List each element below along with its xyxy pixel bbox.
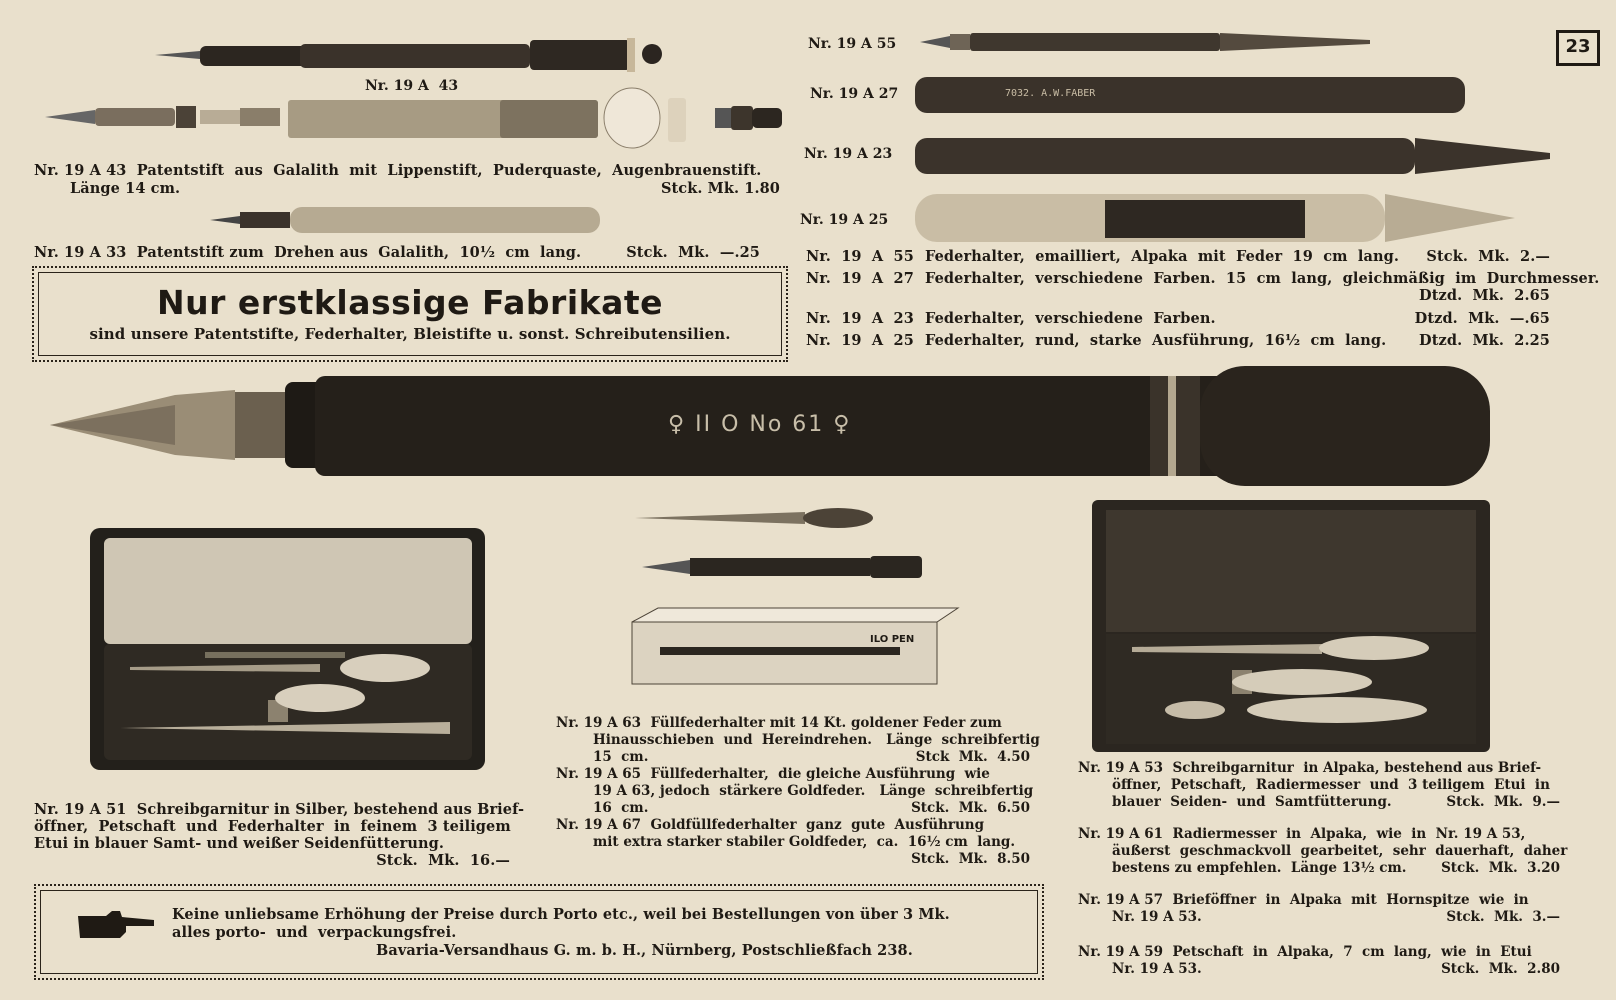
row-19a23-no: Nr. 19 A 23 — [806, 310, 914, 327]
row-19a27-no: Nr. 19 A 27 — [806, 270, 914, 287]
center-pens-and-box — [620, 500, 960, 700]
price-19a51: Stck. Mk. 16.— — [376, 852, 510, 869]
row-19a23-desc: Federhalter, verschiedene Farben. — [925, 310, 1216, 327]
silver-writing-set-case — [90, 522, 490, 772]
desc-19a61-line1: Nr. 19 A 61 Radiermesser in Alpaka, wie in Nr. 19 A 53, — [1078, 826, 1526, 842]
row-19a25-no: Nr. 19 A 25 — [806, 332, 914, 349]
desc-19a53-line2: öffner, Petschaft, Radiermesser und 3 teiligem Etui in — [1112, 777, 1550, 793]
desc-19a67-line1: Nr. 19 A 67 Goldfüllfederhalter ganz gute Ausführung — [556, 817, 985, 833]
desc-19a59-line1: Nr. 19 A 59 Petschaft in Alpaka, 7 cm lang, wie in Etui — [1078, 944, 1532, 960]
notice-box — [34, 884, 1044, 980]
desc-19a43-line2: Länge 14 cm. — [70, 180, 181, 197]
price-19a33: Stck. Mk. —.25 — [626, 244, 760, 261]
desc-19a65-line2: 19 A 63, jedoch stärkere Goldfeder. Länge schreibfertig — [593, 783, 1034, 799]
price-19a61: Stck. Mk. 3.20 — [1441, 860, 1560, 876]
label-19a27: Nr. 19 A 27 — [810, 86, 899, 102]
price-19a63: Stck Mk. 4.50 — [915, 749, 1030, 765]
banner-subline: sind unsere Patentstifte, Federhalter, Bleistifte u. sonst. Schreibutensilien. — [89, 325, 731, 343]
pointing-hand-icon — [76, 908, 156, 942]
price-19a53: Stck. Mk. 9.— — [1446, 794, 1560, 810]
notice-line3: Bavaria-Versandhaus G. m. b. H., Nürnberg, Postschließfach 238. — [376, 942, 913, 959]
banner-headline: Nur erstklassige Fabrikate — [156, 283, 664, 322]
desc-19a53-line3: blauer Seiden- und Samtfütterung. — [1112, 794, 1392, 810]
row-19a27-desc: Federhalter, verschiedene Farben. 15 cm lang, gleichmäßig im Durchmesser. — [925, 270, 1600, 287]
row-19a27-price: Dtzd. Mk. 2.65 — [1419, 287, 1550, 304]
label-19a25: Nr. 19 A 25 — [800, 212, 889, 228]
row-19a55-price: Stck. Mk. 2.— — [1426, 248, 1550, 265]
pen-engraving: ♀ II O No 61 ♀ — [668, 412, 852, 437]
row-19a55-desc: Federhalter, emailliert, Alpaka mit Feder 19 cm lang. — [925, 248, 1400, 265]
desc-19a51-line1: Nr. 19 A 51 Schreibgarnitur in Silber, bestehend aus Brief- — [34, 801, 525, 818]
desc-19a61-line2: äußerst geschmackvoll gearbeitet, sehr dauerhaft, daher — [1112, 843, 1568, 859]
desc-19a57-line1: Nr. 19 A 57 Brieföffner in Alpaka mit Hornspitze wie in — [1078, 892, 1529, 908]
alpaka-writing-set-case — [1092, 492, 1492, 757]
notice-line2: alles porto- und verpackungsfrei. — [172, 924, 457, 941]
page-number: 23 — [1556, 30, 1600, 66]
pencils-illustration — [0, 0, 800, 240]
pen-imprint: 7032. A.W.FABER — [1005, 88, 1096, 99]
label-19a23: Nr. 19 A 23 — [804, 146, 893, 162]
label-19a55: Nr. 19 A 55 — [808, 36, 897, 52]
desc-19a33: Nr. 19 A 33 Patentstift zum Drehen aus Galalith, 10½ cm lang. — [34, 244, 582, 261]
quality-banner — [32, 266, 788, 362]
desc-19a61-line3: bestens zu empfehlen. Länge 13½ cm. — [1112, 860, 1407, 876]
desc-19a65-line1: Nr. 19 A 65 Füllfederhalter, die gleiche Ausführung wie — [556, 766, 990, 782]
desc-19a59-line2: Nr. 19 A 53. — [1112, 961, 1202, 977]
desc-19a53-line1: Nr. 19 A 53 Schreibgarnitur in Alpaka, bestehend aus Brief- — [1078, 760, 1542, 776]
desc-19a43-line1: Nr. 19 A 43 Patentstift aus Galalith mit Lippenstift, Puderquaste, Augenbrauenstift. — [34, 162, 762, 179]
desc-19a67-line2: mit extra starker stabiler Goldfeder, ca. 16½ cm lang. — [593, 834, 1016, 850]
price-19a57: Stck. Mk. 3.— — [1446, 909, 1560, 925]
desc-19a63-line1: Nr. 19 A 63 Füllfederhalter mit 14 Kt. goldener Feder zum — [556, 715, 1002, 731]
box-brand: ILO PEN — [870, 634, 915, 645]
price-19a43: Stck. Mk. 1.80 — [660, 180, 780, 197]
label-19a43: Nr. 19 A 43 — [365, 78, 459, 94]
price-19a59: Stck. Mk. 2.80 — [1441, 961, 1560, 977]
penholders-illustration — [900, 20, 1560, 255]
desc-19a63-line2: Hinausschieben und Hereindrehen. Länge schreibfertig — [593, 732, 1040, 748]
notice-line1: Keine unliebsame Erhöhung der Preise durch Porto etc., weil bei Bestellungen von über 3 Mk. — [172, 906, 950, 923]
desc-19a57-line2: Nr. 19 A 53. — [1112, 909, 1202, 925]
desc-19a65-line3: 16 cm. — [593, 800, 649, 816]
row-19a25-price: Dtzd. Mk. 2.25 — [1419, 332, 1550, 349]
desc-19a51-line2: öffner, Petschaft und Federhalter in feinem 3 teiligem — [34, 818, 511, 835]
desc-19a51-line3: Etui in blauer Samt- und weißer Seidenfütterung. — [34, 835, 445, 852]
price-19a65: Stck. Mk. 6.50 — [911, 800, 1030, 816]
price-19a67: Stck. Mk. 8.50 — [911, 851, 1030, 867]
row-19a25-desc: Federhalter, rund, starke Ausführung, 16½ cm lang. — [925, 332, 1387, 349]
row-19a23-price: Dtzd. Mk. —.65 — [1414, 310, 1550, 327]
desc-19a63-line3: 15 cm. — [593, 749, 649, 765]
row-19a55-no: Nr. 19 A 55 — [806, 248, 914, 265]
